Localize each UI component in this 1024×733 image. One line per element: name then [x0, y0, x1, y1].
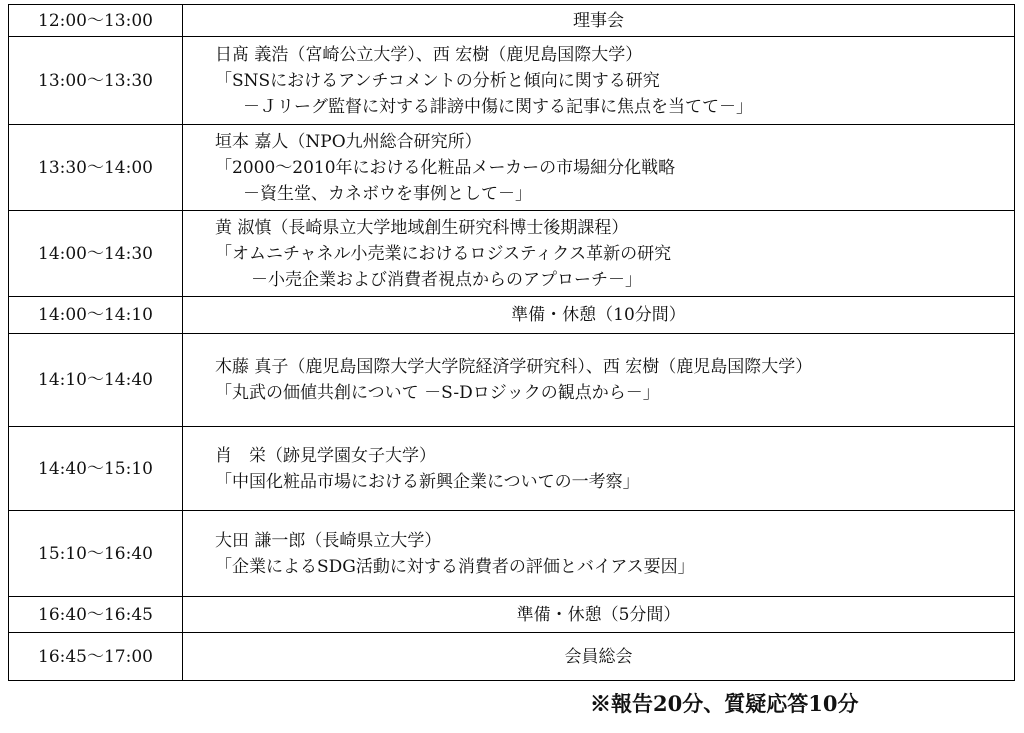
table-row	[9, 597, 1015, 633]
table-row	[9, 633, 1015, 681]
presentation-subtitle: －Ｊリーグ監督に対する誹謗中傷に関する記事に焦点を当てて－」	[243, 96, 753, 117]
presentation-title: 「企業によるSDG活動に対する消費者の評価とバイアス要因」	[215, 556, 695, 577]
session-label: 準備・休憩（5分間）	[183, 597, 1015, 633]
presentation-title: 「2000～2010年における化粧品メーカーの市場細分化戦略	[215, 157, 676, 178]
presenter-authors: 黄 淑慎（長崎県立大学地域創生研究科博士後期課程）	[215, 217, 629, 238]
time-cell: 13:00～13:30	[9, 37, 183, 125]
table-row	[9, 37, 1015, 125]
presentation-title: 「SNSにおけるアンチコメントの分析と傾向に関する研究	[215, 70, 660, 91]
presentation-cell	[183, 125, 1015, 211]
footnote: ※報告20分、質疑応答10分	[590, 691, 859, 716]
time-cell: 15:10～16:40	[9, 511, 183, 597]
presentation-subtitle: －資生堂、カネボウを事例として－」	[243, 183, 532, 204]
presentation-cell	[183, 511, 1015, 597]
presenter-authors: 肖 栄（跡見学園女子大学）	[215, 445, 436, 466]
time-cell: 13:30～14:00	[9, 125, 183, 211]
time-cell: 12:00～13:00	[9, 5, 183, 37]
presentation-cell	[183, 334, 1015, 427]
presenter-authors: 垣本 嘉人（NPO九州総合研究所）	[215, 131, 482, 152]
presenter-authors: 日髙 義浩（宮崎公立大学）、西 宏樹（鹿児島国際大学）	[215, 44, 643, 65]
time-cell: 16:40～16:45	[9, 597, 183, 633]
presenter-authors: 大田 謙一郎（長崎県立大学）	[215, 530, 442, 551]
schedule-table	[8, 4, 1015, 681]
presentation-subtitle: －小売企業および消費者視点からのアプローチ－」	[251, 269, 642, 290]
time-cell: 14:00～14:30	[9, 211, 183, 297]
presentation-cell	[183, 427, 1015, 511]
table-row	[9, 334, 1015, 427]
presentation-title: 「丸武の価値共創について －S-Dロジックの観点から－」	[215, 383, 660, 403]
presentation-title: 「中国化粧品市場における新興企業についての一考察」	[215, 471, 640, 492]
session-label: 理事会	[183, 5, 1015, 37]
table-row	[9, 511, 1015, 597]
presentation-cell	[183, 37, 1015, 125]
time-cell: 14:00～14:10	[9, 297, 183, 334]
presentation-title: 「オムニチャネル小売業におけるロジスティクス革新の研究	[215, 243, 672, 264]
session-label: 会員総会	[183, 633, 1015, 681]
presentation-cell	[183, 211, 1015, 297]
time-cell: 14:10～14:40	[9, 334, 183, 427]
table-row	[9, 5, 1015, 37]
time-cell: 14:40～15:10	[9, 427, 183, 511]
presenter-authors: 木藤 真子（鹿児島国際大学大学院経済学研究科）、西 宏樹（鹿児島国際大学）	[215, 357, 813, 377]
table-row	[9, 427, 1015, 511]
table-row	[9, 297, 1015, 334]
table-row	[9, 211, 1015, 297]
session-label: 準備・休憩（10分間）	[183, 297, 1015, 334]
time-cell: 16:45～17:00	[9, 633, 183, 681]
table-row	[9, 125, 1015, 211]
